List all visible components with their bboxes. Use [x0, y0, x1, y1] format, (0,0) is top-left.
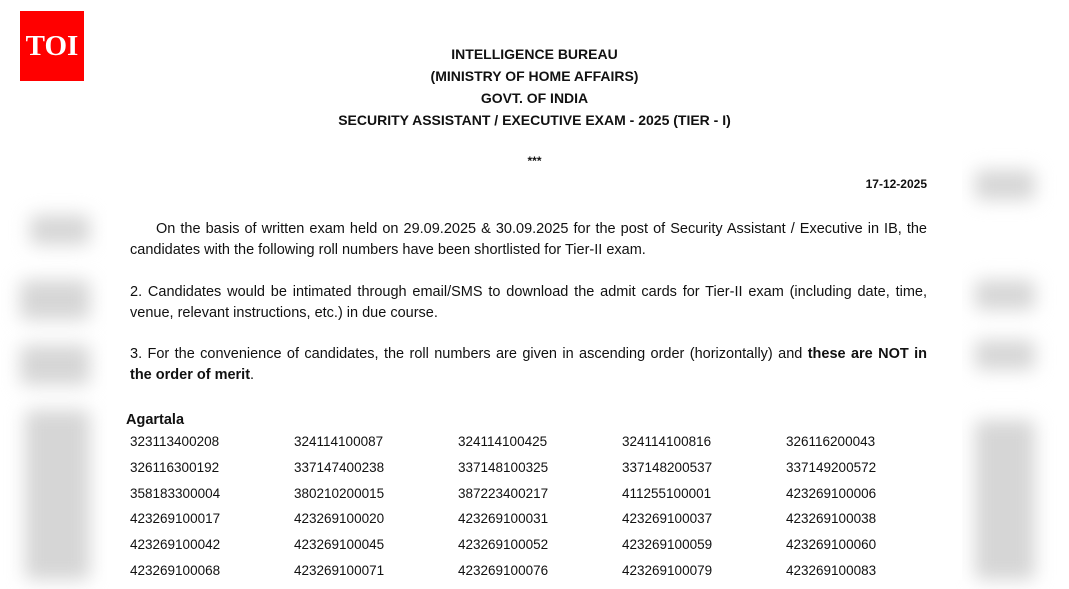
merit-note: these are NOT in the order of merit: [130, 346, 927, 383]
roll-number: 423269100052: [458, 537, 549, 553]
roll-number: 423269100037: [622, 511, 713, 527]
roll-number: 423269100059: [622, 537, 713, 553]
paragraph-2: 2. Candidates would be intimated through email/SMS to download the admit cards for Tier-II exam (including date, time, venue, relevant instructions, etc.) in due course.: [130, 284, 927, 321]
roll-number: 423269100068: [130, 562, 221, 578]
separator-stars: ***: [527, 154, 542, 168]
roll-number: 423269100083: [786, 562, 877, 578]
blurred-background: [975, 420, 1035, 580]
blurred-background: [20, 345, 90, 385]
roll-number: 326116300192: [130, 459, 220, 475]
roll-number: 380210200015: [294, 485, 385, 501]
roll-number: 423269100076: [458, 562, 549, 578]
roll-number: 358183300004: [130, 485, 221, 501]
roll-number: 387223400217: [458, 485, 549, 501]
header-line: GOVT. OF INDIA: [480, 90, 589, 106]
roll-number: 324114100816: [622, 434, 712, 449]
paragraph-3-end: .: [250, 367, 255, 383]
roll-number: 423269100031: [458, 511, 549, 527]
roll-number: 423269100042: [130, 537, 221, 553]
toi-logo[interactable]: TOI: [20, 11, 84, 81]
paragraph-3: [130, 344, 927, 386]
blurred-background: [30, 215, 90, 245]
roll-number: 423269100020: [294, 511, 385, 527]
roll-number: 323113400208: [130, 434, 220, 449]
roll-number: 337148100325: [458, 459, 549, 475]
roll-number: 337147400238: [294, 459, 385, 475]
blurred-background: [975, 280, 1035, 310]
roll-number: 423269100038: [786, 511, 877, 527]
roll-number: 423269100060: [786, 537, 877, 553]
roll-number: 411255100001: [622, 485, 712, 501]
roll-number: 337148200537: [622, 459, 713, 475]
city-heading: Agartala: [126, 412, 185, 428]
roll-number: 324114100087: [294, 434, 384, 449]
header-line: (MINISTRY OF HOME AFFAIRS): [430, 68, 639, 84]
roll-number: 337149200572: [786, 459, 877, 475]
roll-number: 324114100425: [458, 434, 548, 449]
roll-number: 423269100017: [130, 511, 221, 527]
roll-number: 423269100006: [786, 485, 877, 501]
roll-number: 423269100045: [294, 537, 385, 553]
roll-number: 423269100079: [622, 562, 713, 578]
header-line: INTELLIGENCE BUREAU: [451, 46, 618, 62]
paragraph-3-text: 3. For the convenience of candidates, the roll numbers are given in ascending order (horizontally) and: [130, 346, 808, 362]
paragraph-1: On the basis of written exam held on 29.09.2025 & 30.09.2025 for the post of Security Assistant / Executive in IB, the candidates with the following roll numbers have been shortlisted for Tier-II exam.: [130, 221, 927, 258]
roll-number: 423269100071: [294, 562, 385, 578]
roll-number: 326116200043: [786, 434, 876, 449]
exam-title: SECURITY ASSISTANT / EXECUTIVE EXAM - 2025 (TIER - I): [338, 112, 731, 128]
notice-date: 17-12-2025: [865, 177, 927, 191]
blurred-background: [975, 170, 1035, 200]
blurred-background: [975, 340, 1035, 370]
blurred-background: [25, 410, 90, 580]
roll-number-grid: [130, 434, 950, 589]
blurred-background: [20, 280, 90, 320]
